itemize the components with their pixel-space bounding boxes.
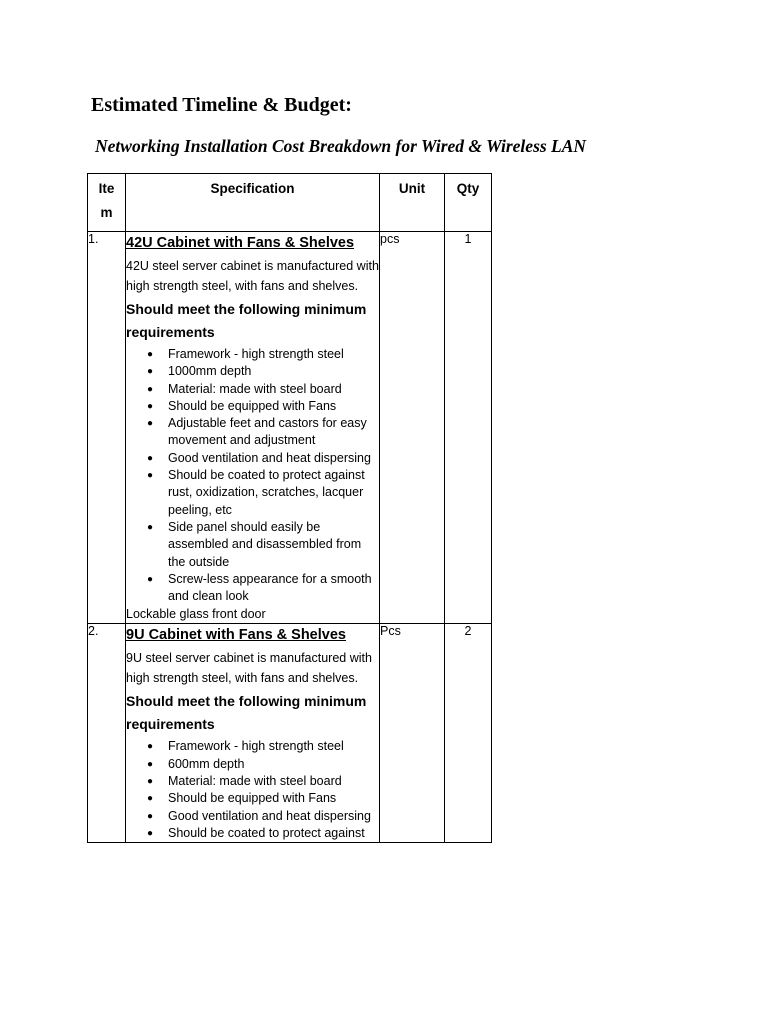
product-title: 9U Cabinet with Fans & Shelves	[126, 627, 346, 644]
requirement-item: ● Should be equipped with Fans	[168, 790, 379, 807]
bullet-icon: ●	[147, 470, 154, 482]
bullet-icon: ●	[147, 573, 154, 585]
unit-cell: Pcs	[380, 624, 445, 843]
page-heading: Estimated Timeline & Budget:	[91, 94, 352, 116]
requirement-item: ● Framework - high strength steel	[168, 738, 379, 755]
table-row	[88, 624, 492, 843]
qty-cell: 2	[445, 624, 492, 843]
requirement-item: ● Good ventilation and heat dispersing	[168, 450, 379, 467]
product-title: 42U Cabinet with Fans & Shelves	[126, 235, 355, 251]
bullet-icon: ●	[147, 452, 154, 464]
bullet-icon: ●	[147, 383, 154, 395]
requirement-item: ● Framework - high strength steel	[168, 346, 379, 363]
specification-cell	[126, 624, 380, 843]
bullet-icon: ●	[147, 741, 154, 753]
bullet-icon: ●	[147, 418, 154, 430]
requirement-item: ● Should be coated to protect against	[168, 825, 379, 842]
requirement-item: ● Good ventilation and heat dispersing	[168, 808, 379, 825]
requirement-item: ● Side panel should easily be assembled and disassembled from the outside	[147, 519, 362, 569]
requirements-list	[126, 738, 379, 842]
item-number: 2.	[88, 624, 126, 843]
qty-cell: 1	[445, 232, 492, 624]
bullet-icon: ●	[147, 827, 154, 839]
requirements-heading: Should meet the following minimum requirements	[126, 693, 367, 733]
bullet-icon: ●	[147, 793, 154, 805]
bullet-icon: ●	[147, 521, 154, 533]
column-header-qty: Qty	[445, 174, 492, 232]
column-header-unit: Unit	[380, 174, 445, 232]
requirement-item: ● 600mm depth	[168, 756, 379, 773]
requirement-item: ● 1000mm depth	[168, 363, 379, 380]
trailing-note: Lockable glass front door	[126, 607, 266, 622]
product-description: 9U steel server cabinet is manufactured with high strength steel, with fans and shelves.	[126, 651, 372, 686]
bullet-icon: ●	[147, 758, 154, 770]
specification-cell	[126, 232, 380, 624]
requirement-item: ● Material: made with steel board	[168, 381, 379, 398]
requirements-heading: Should meet the following minimum requirements	[126, 301, 367, 340]
unit-cell: pcs	[380, 232, 445, 624]
requirement-item: ● Screw-less appearance for a smooth and clean look	[147, 571, 372, 604]
table-header-row	[88, 174, 492, 232]
product-description: 42U steel server cabinet is manufactured with high strength steel, with fans and shelves.	[126, 259, 379, 293]
cost-breakdown-subheading: Networking Installation Cost Breakdown for Wired & Wireless LAN	[95, 136, 587, 156]
bullet-icon: ●	[147, 810, 154, 822]
requirement-item: ● Adjustable feet and castors for easy movement and adjustment	[147, 416, 367, 448]
table-row	[88, 232, 492, 624]
bullet-icon: ●	[147, 349, 154, 360]
requirement-item: ● Should be coated to protect against rust, oxidization, scratches, lacquer peeling, etc	[147, 468, 365, 517]
requirement-item: ● Material: made with steel board	[168, 773, 379, 790]
bullet-icon: ●	[147, 366, 154, 378]
column-header-item: Item	[88, 174, 126, 232]
column-header-specification: Specification	[126, 174, 380, 232]
requirements-list	[126, 346, 379, 605]
item-number: 1.	[88, 232, 126, 624]
cost-breakdown-table	[87, 173, 492, 843]
bullet-icon: ●	[147, 776, 154, 788]
requirement-item: ● Should be equipped with Fans	[168, 398, 379, 415]
bullet-icon: ●	[147, 400, 154, 412]
